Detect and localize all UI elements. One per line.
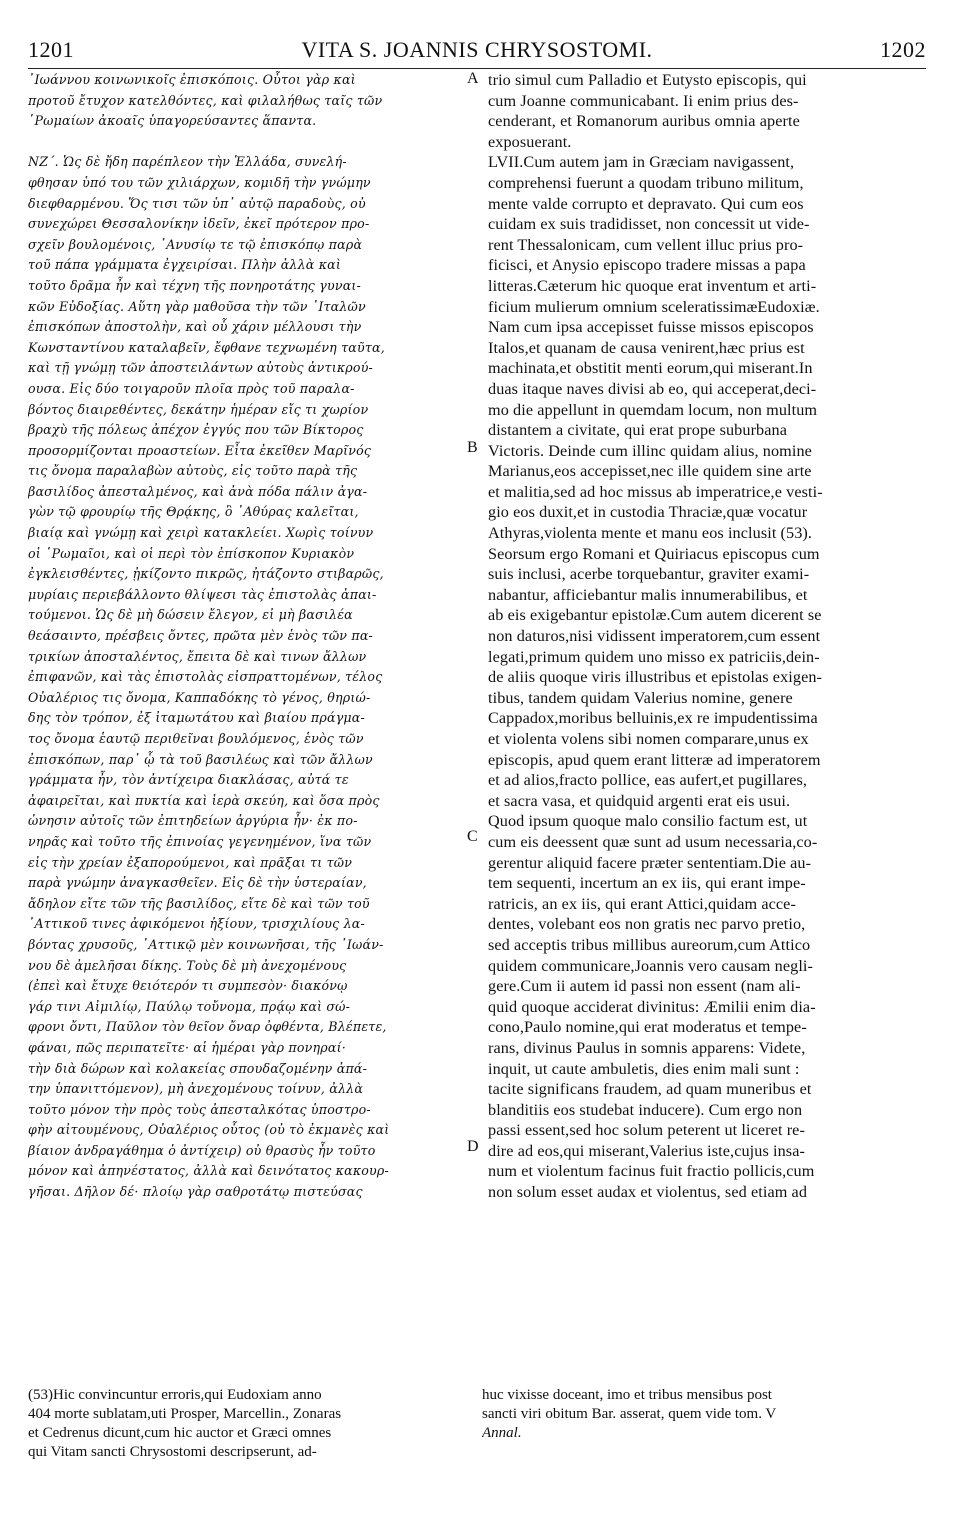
footnote-line: huc vixisse doceant, imo et tribus mensibus post [482,1387,772,1403]
latin-text-line: legati,primum quidem uno misso ex patriciis,dein- [488,647,820,666]
greek-text-line: μόνον καὶ ἀπηνέστατος, ἀλλὰ καὶ δεινότατος κακουρ- [28,1163,389,1179]
greek-text-line: γὼν τῷ φρουρίῳ τῆς Θρᾴκης, ὃ ᾿Αθύρας καλεῖται, [28,504,359,520]
greek-text-line: Κωνσταντίνου καταλαβεῖν, ἔφθανε τεχνωμένη ταῦτα, [28,339,385,355]
latin-text-line: et sacra vasa, et quidquid argenti erat eis usui. [488,791,791,810]
latin-text-line: gio eos duxit,et in custodia Thraciæ,quæ vocatur [488,503,808,522]
latin-text-line: rans, divinus Paulus in somnis apparens: Videte, [488,1038,806,1057]
greek-text-line: ῾Ρωμαίων ἀκοαῖς ὑπαγορεύσαντες ἅπαντα. [28,113,317,129]
greek-text-line: βόντας χρυσοῦς, ᾿Αττικῷ μὲν κοινωνῆσαι, τῆς ᾿Ιωάν- [28,936,384,952]
latin-text-line: gere.Cum ii autem id passi non essent (nam ali- [488,977,801,996]
latin-text-line: cum Joanne communicabant. Ii enim prius des- [488,91,799,110]
latin-text-line: non solum esset audax et violentus, sed etiam ad [488,1183,808,1202]
latin-text-line: cenderant, et Romanorum auribus omnia aperte [488,112,800,131]
margin-letters [467,70,485,1450]
page-number-left: 1201 [28,37,74,62]
latin-text-line: tacite significans fraudem, ad quam muneribus et [488,1080,812,1099]
latin-text-line: ficisci, et Anysio episcopo tradere missas a papa [488,256,806,275]
latin-text-line: quid quoque acciderat divinitus: Æmilii enim dia- [488,997,816,1016]
latin-text-line: Victoris. Deinde cum illinc quidam alius, nomine [488,441,812,460]
footnote-left [28,1386,468,1462]
greek-text-line: φρονι ὄντι, Παῦλον τὸν θεῖον ὄναρ ὀφθέντα, Βλέπετε, [28,1019,387,1035]
latin-text-line: ratricis, an ex iis, qui erant Attici,quidam acce- [488,894,796,913]
latin-text-line: distantem a civitate, qui erat prope suburbana [488,421,788,440]
greek-text-line: τοῦτο δρᾶμα ἦν καὶ τέχνη τῆς πονηροτάτης γυναι- [28,277,362,293]
greek-text-line: συνεχώρει Θεσσαλονίκην ἰδεῖν, ἐκεῖ πρότερον προ- [28,216,370,232]
greek-text-line: παρὰ γνώμην ἀναγκασθεῖεν. Εἰς δὲ τὴν ὑστεραίαν, [28,875,367,891]
greek-text-line: βιαίᾳ καὶ γνώμῃ καὶ χειρὶ κατακλείει. Χωρὶς τοίνυν [28,525,374,541]
greek-text-line: ἄδηλον εἴτε τῶν τῆς βασιλίδος, εἴτε δὲ καὶ τῶν τοῦ [28,895,370,911]
latin-text-line: episcopis, apud quem erant litteræ ad imperatorem [488,750,821,769]
page-number-right: 1202 [880,37,926,62]
latin-text-line: Athyras,violenta mente et manu eos inclusit (53). [488,524,813,543]
footnote-line: et Cedrenus dicunt,cum hic auctor et Græci omnes [28,1425,332,1441]
latin-column [488,70,928,1203]
greek-text-line: κῶν Εὐδοξίας. Αὕτη γὰρ μαθοῦσα τὴν τῶν ᾿Ιταλῶν [28,298,366,314]
greek-text-line: (ἐπεὶ καὶ ἔτυχε θειότερόν τι συμπεσὸν· διακόνῳ [28,978,348,994]
latin-text-line: blanditiis eos studebat inducere). Cum ergo non [488,1100,803,1119]
footnote-line: sancti viri obitum Bar. asserat, quem vide tom. V [482,1406,777,1422]
greek-text-line: ἐγκλεισθέντες, ᾐκίζοντο πικρῶς, ἠτάζοντο στιβαρῶς, [28,566,384,582]
latin-text-line: gerentur aliquid facere præter sententiam.Die au- [488,853,812,872]
header-rule [28,68,926,69]
greek-text-line: φθησαν ὑπό του τῶν χιλιάρχων, κομιδῆ τὴν γνώμην [28,174,371,190]
latin-text-line: ficium mulierum omnium sceleratissimæEudoxiæ. [488,297,820,316]
latin-text-line: ab eis exigebantur epistolæ.Cum autem dicerent se [488,606,822,625]
latin-text-line: de aliis quoque viris illustribus et epistolas exigen- [488,668,823,687]
greek-text-line: γάρ τινι Αἰμιλίῳ, Παύλῳ τοὔνομα, πρᾴῳ καὶ σώ- [28,998,351,1014]
greek-text-line: τοῦτο μόνον τὴν πρὸς τοὺς ἀπεσταλκότας ὑποστρο- [28,1101,371,1117]
latin-text-line: cum eis deessent quæ sunt ad usum necessaria,co- [488,832,818,851]
greek-text-line: τὴν διὰ δώρων καὶ κολακείας σπουδαζομένην ἀπά- [28,1060,368,1076]
greek-text-line: βίαιον ἀνδραγάθημα ὁ ἀντίχειρ) οὐ θρασὺς ἦν τοῦτο [28,1142,376,1158]
greek-text-line: ὠνησιν αὐτοῖς τῶν ἐπιτηδείων ἀργύρια ἦν· ἐκ πο- [28,813,358,829]
latin-text-line: dentes, volebant eos non gratis nec parvo pretio, [488,915,806,934]
latin-text-line: Nam cum ipsa accepisset fuisse missos episcopos [488,318,814,337]
greek-text-line: ἀφαιρεῖται, καὶ πυκτία καὶ ἱερὰ σκεύη, καὶ ὅσα πρὸς [28,792,380,808]
latin-text-line: comprehensi fuerunt a quodam tribuno militum, [488,173,804,192]
margin-letter-a: A [467,70,479,87]
footnote-line: 404 morte sublatam,uti Prosper, Marcellin., Zonaras [28,1406,342,1422]
greek-text-line: γῆσαι. Δῆλον δέ· πλοίῳ γὰρ σαθροτάτῳ πιστεύσας [28,1184,363,1200]
latin-text-line: Seorsum ergo Romani et Quiriacus episcopus cum [488,544,820,563]
greek-text-line: οἱ ῾Ρωμαῖοι, καὶ οἱ περὶ τὸν ἐπίσκοπον Κυριακὸν [28,545,355,561]
greek-text-line: νηρᾶς καὶ τοῦτο τῆς ἐπινοίας γεγενημένον, ἵνα τῶν [28,833,372,849]
greek-text-line [28,132,468,153]
greek-text-line: Οὐαλέριος τις ὄνομα, Καππαδόκης τὸ γένος, θηριώ- [28,689,371,705]
latin-text-line: litteras.Cæterum hic quoque erat inventum et arti- [488,276,817,295]
greek-text-line: καὶ τῇ γνώμῃ τῶν ἀποστειλάντων αὐτοὺς ἀντικρού- [28,360,374,376]
latin-text-line: inquit, ut caute ambuletis, dies enim mali sunt : [488,1059,800,1078]
running-title: VITA S. JOANNIS CHRYSOSTOMI. [301,37,653,62]
latin-text-line: dire ad eos,qui miserant,Valerius iste,cujus insa- [488,1141,805,1160]
greek-text-line: φὴν αἰτουμένους, Οὐαλέριος οὗτος (οὐ τὸ ἐκμανὲς καὶ [28,1122,390,1138]
greek-text-line: προτοῦ ἔτυχον κατελθόντες, καὶ φιλαλήθως ταῖς τῶν [28,92,383,108]
latin-text-line: machinata,et obstitit menti eorum,qui miserant.In [488,359,813,378]
latin-text-line: passi essent,sed hoc solum peterent ut liceret re- [488,1121,805,1140]
latin-text-line: cono,Paulo nomine,qui erat moderatus et tempe- [488,1018,807,1037]
latin-text-line: quidem communicare,Joannis vero causam negli- [488,956,814,975]
latin-text-line: LVII.Cum autem jam in Græciam navigassent, [488,153,795,172]
latin-text-line: Cappadox,moribus belluinis,ex re impudentissima [488,709,818,728]
greek-text-line: την ὑπανιττόμενον), μὴ ἀνεχομένους τοίνυν, ἀλλὰ [28,1081,364,1097]
greek-text-line: τοῦ πάπα γράμματα ἐγχειρίσαι. Πλὴν ἀλλὰ καὶ [28,257,342,273]
greek-text-line: τρικίων ἀποσταλέντος, ἔπειτα δὲ καὶ τινων ἄλλων [28,648,367,664]
latin-text-line: suis inclusi, acerbe torquebantur, graviter exami- [488,565,810,584]
greek-text-line: δης τὸν τρόπον, ἐξ ἰταμωτάτου καὶ βιαίου πράγμα- [28,710,365,726]
margin-letter-c: C [467,828,478,845]
greek-text-line: νου δὲ ἀμελῆσαι δίκης. Τοὺς δὲ μὴ ἀνεχομένους [28,957,347,973]
margin-letter-d: D [467,1138,479,1155]
latin-text-line: non daturos,nisi vidissent imperatorem,cum essent [488,627,821,646]
footnote-line: (53)Hic convincuntur erroris,qui Eudoxiam anno [28,1387,322,1403]
greek-text-line: εἰς τὴν χρείαν ἐξαπορούμενοι, καὶ πρᾶξαι τι τῶν [28,854,353,870]
latin-text-line: duas itaque naves divisi ab eo, qui acceperat,deci- [488,379,817,398]
greek-text-line: θεάσαιντο, πρέσβεις ὄντες, πρῶτα μὲν ἑνὸς τῶν πα- [28,628,373,644]
latin-text-line: exposuerant. [488,132,572,151]
latin-text-line: nabantur, afficiebantur malis innumerabilibus, et [488,585,808,604]
greek-text-line: ΝΖ΄. Ὡς δὲ ἤδη παρέπλεον τὴν Ἑλλάδα, συνελή- [28,154,347,170]
greek-text-line: ουσα. Εἰς δύο τοιγαροῦν πλοῖα πρὸς τοῦ παραλα- [28,380,355,396]
greek-text-line: βόντος διαιρεθέντες, δεκάτην ἡμέραν εἴς τι χωρίον [28,401,369,417]
greek-text-line: ᾿Αττικοῦ τινες ἀφικόμενοι ἠξίουν, τρισχιλίους λα- [28,916,365,932]
latin-text-line: tem sequenti, incertum an ex iis, qui erant impe- [488,874,806,893]
greek-text-line: ἐπιφανῶν, καὶ τὰς ἐπιστολὰς εἰσπραττομένων, τέλος [28,669,383,685]
latin-text-line: tibus, tandem quidam Valerius nomine, genere [488,688,793,707]
greek-text-line: τος ὄνομα ἑαυτῷ περιθεῖναι βουλόμενος, ἑνὸς τῶν [28,731,364,746]
footnote-line: Annal. [482,1425,522,1441]
greek-text-line: μυρίαις περιεβάλλοντο θλίψεσι τὰς ἐπιστολὰς ἀπαι- [28,586,377,602]
latin-text-line: mo die appellunt in quemdam locum, non multum [488,400,818,419]
margin-letter-b: B [467,439,478,456]
latin-text-line: et violenta volens sibi nomen comparare,unus ex [488,730,809,748]
latin-text-line: et malitia,sed ad hoc missus ab imperatrice,e vesti- [488,482,823,501]
footnote-right [482,1386,927,1443]
greek-text-line: προσορμίζονται προαστείων. Εἶτα ἐκεῖθεν Μαρῖνός [28,442,372,458]
greek-text-line: ἐπισκόπων, παρ᾿ ᾧ τὰ τοῦ βασιλέως καὶ τῶν ἄλλων [28,751,373,767]
greek-text-line: τούμενοι. Ὡς δὲ μὴ δώσειν ἔλεγον, εἰ μὴ βασιλέα [28,607,353,623]
latin-text-line: Italos,et quanam de causa venirent,hæc prius est [488,338,805,357]
greek-text-line: σχεῖν βουλομένοις, ᾿Ανυσίῳ τε τῷ ἐπισκόπῳ παρὰ [28,236,363,252]
latin-text-line: sed acceptis tribus millibus aureorum,cum Attico [488,935,811,954]
latin-text-line: Quod ipsum quoque malo consilio factum est, ut [488,812,808,831]
greek-text-line: βασιλίδος ἀπεσταλμένος, καὶ ἀνὰ πόδα πάλιν ἀγα- [28,483,368,499]
latin-text-line: Marianus,eos accepisset,nec ille quidem sine arte [488,462,812,481]
latin-text-line: cuidam ex suis tradidisset, non concessit ut vide- [488,215,810,234]
greek-text-line: ἐπισκόπων ἀποστολὴν, καὶ οὗ χάριν μέλλουσι τὴν [28,319,362,335]
latin-text-line: mente valde corrupto et depravato. Qui cum eos [488,194,804,213]
footnote-line: qui Vitam sancti Chrysostomi descripserunt, ad- [28,1444,317,1460]
greek-text-line: ᾿Ιωάννου κοινωνικοῖς ἐπισκόποις. Οὗτοι γὰρ καὶ [28,72,356,87]
latin-text-line: et ad alios,fracto pollice, eas aufert,et pugillares, [488,771,808,790]
greek-text-line: γράμματα ἦν, τὸν ἀντίχειρα διακλάσας, αὐτά τε [28,772,349,788]
greek-column [28,70,468,1203]
greek-text-line: βραχὺ τῆς πόλεως ἀπέχον ἐγγύς που τῶν Βίκτορος [28,422,364,438]
latin-text-line: trio simul cum Palladio et Eutysto episcopis, qui [488,71,807,89]
greek-text-line: φάναι, πῶς περιπατεῖτε· αἱ ἡμέραι γὰρ πονηραί· [28,1039,346,1055]
latin-text-line: num et violentum facinus fuit fractio pollicis,cum [488,1162,815,1181]
greek-text-line: διεφθαρμένου. Ὅς τισι τῶν ὑπ᾿ αὐτῷ παραδοὺς, οὐ [28,195,366,211]
greek-text-line: τις ὄνομα παραλαβὼν αὐτοὺς, εἰς τοῦτο παρὰ τῆς [28,463,358,479]
latin-text-line: rent Thessalonicam, cum vellent illuc prius pro- [488,235,804,254]
running-header [28,36,926,64]
